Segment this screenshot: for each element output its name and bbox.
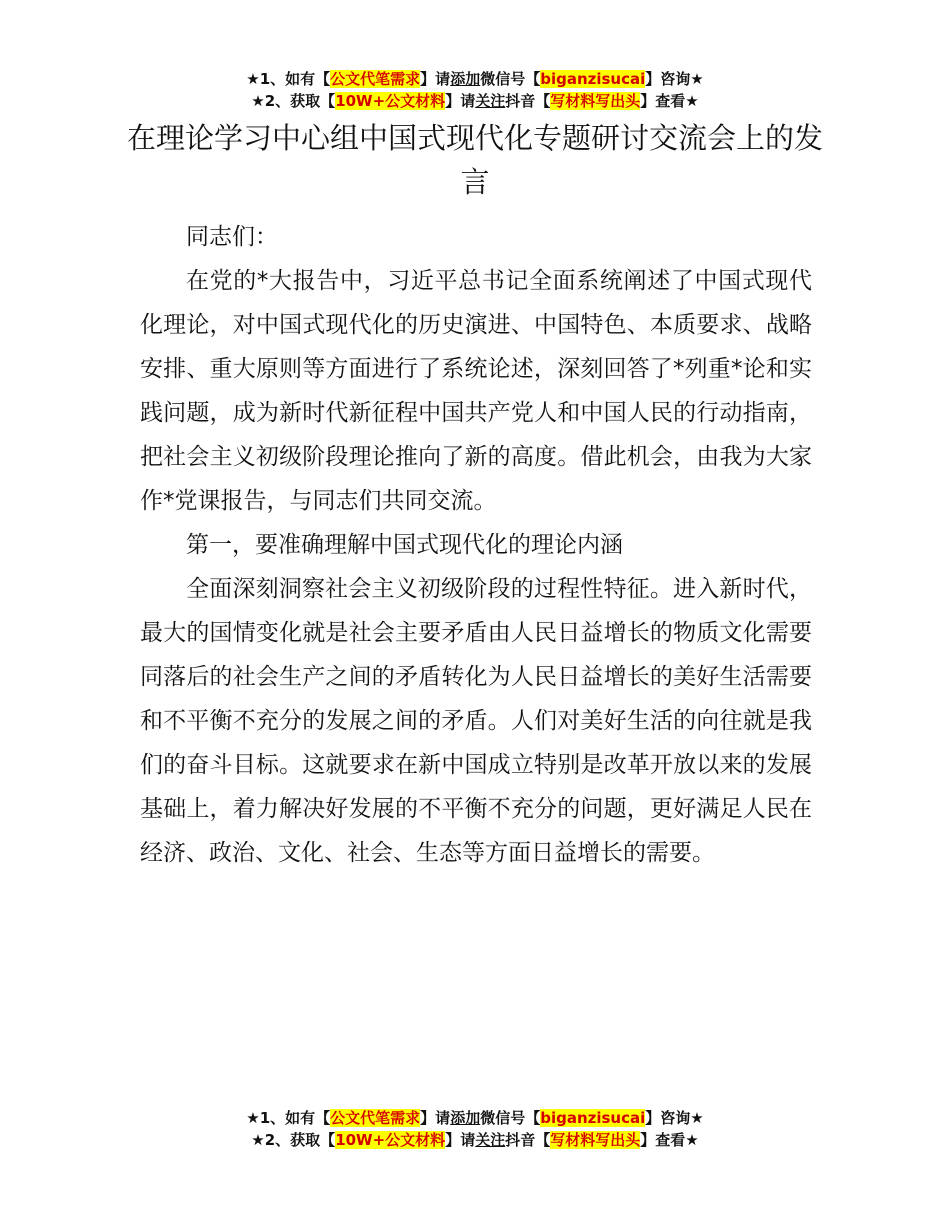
section-heading: 第一，要准确理解中国式现代化的理论内涵: [186, 532, 623, 558]
document-body: [140, 215, 812, 875]
banner-text: ★2、获取【: [251, 92, 336, 110]
banner-highlight: 公文代笔需求: [330, 1109, 421, 1127]
banner-text: ★1、如有【: [246, 1109, 331, 1127]
banner-text: 微信号【: [480, 1109, 541, 1127]
banner-text: 】查看★: [640, 1131, 699, 1149]
banner-underline: 添加: [450, 70, 481, 88]
banner-text: 】咨询★: [645, 1109, 704, 1127]
banner-text: 】咨询★: [645, 70, 704, 88]
banner-text: ★1、如有【: [246, 70, 331, 88]
banner-line-1: [0, 1107, 950, 1129]
banner-underline: 关注: [475, 92, 506, 110]
banner-text: 抖音【: [505, 1131, 551, 1149]
banner-text: 抖音【: [505, 92, 551, 110]
banner-text: 】查看★: [640, 92, 699, 110]
document-title: 在理论学习中心组中国式现代化专题研讨交流会上的发言: [126, 121, 823, 199]
banner-text: 微信号【: [480, 70, 541, 88]
banner-highlight: 10W+公文材料: [335, 1131, 446, 1149]
banner-text: 】请: [420, 1109, 451, 1127]
header-banner: [0, 68, 950, 112]
banner-line-1: [0, 68, 950, 90]
banner-underline: 添加: [450, 1109, 481, 1127]
banner-highlight: 写材料写出头: [550, 1131, 641, 1149]
banner-line-2: [0, 90, 950, 112]
banner-highlight: 写材料写出头: [550, 92, 641, 110]
banner-text: ★2、获取【: [251, 1131, 336, 1149]
banner-text: 】请: [420, 70, 451, 88]
banner-underline: 关注: [475, 1131, 506, 1149]
banner-highlight: biganzisucai: [540, 1109, 646, 1127]
banner-text: 】请: [445, 92, 476, 110]
banner-highlight: 10W+公文材料: [335, 92, 446, 110]
paragraph: 全面深刻洞察社会主义初级阶段的过程性特征。进入新时代，最大的国情变化就是社会主要矛盾由人民日益增长的物质文化需要同落后的社会生产之间的矛盾转化为人民日益增长的美好生活需要和不平衡不充分的发展之间的矛盾。人们对美好生活的向往就是我们的奋斗目标。这就要求在新中国成立特别是改革开放以来的发展基础上，着力解决好发展的不平衡不充分的问题，更好满足人民在经济、政治、文化、社会、生态等方面日益增长的需要。: [140, 576, 812, 866]
footer-banner: [0, 1107, 950, 1151]
paragraph: 在党的*大报告中，习近平总书记全面系统阐述了中国式现代化理论，对中国式现代化的历史演进、中国特色、本质要求、战略安排、重大原则等方面进行了系统论述，深刻回答了*列重*论和实践问题，成为新时代新征程中国共产党人和中国人民的行动指南，把社会主义初级阶段理论推向了新的高度。借此机会，由我为大家作*党课报告，与同志们共同交流。: [140, 268, 812, 514]
banner-highlight: 公文代笔需求: [330, 70, 421, 88]
banner-highlight: biganzisucai: [540, 70, 646, 88]
salutation: 同志们：: [186, 224, 278, 250]
banner-line-2: [0, 1129, 950, 1151]
banner-text: 】请: [445, 1131, 476, 1149]
